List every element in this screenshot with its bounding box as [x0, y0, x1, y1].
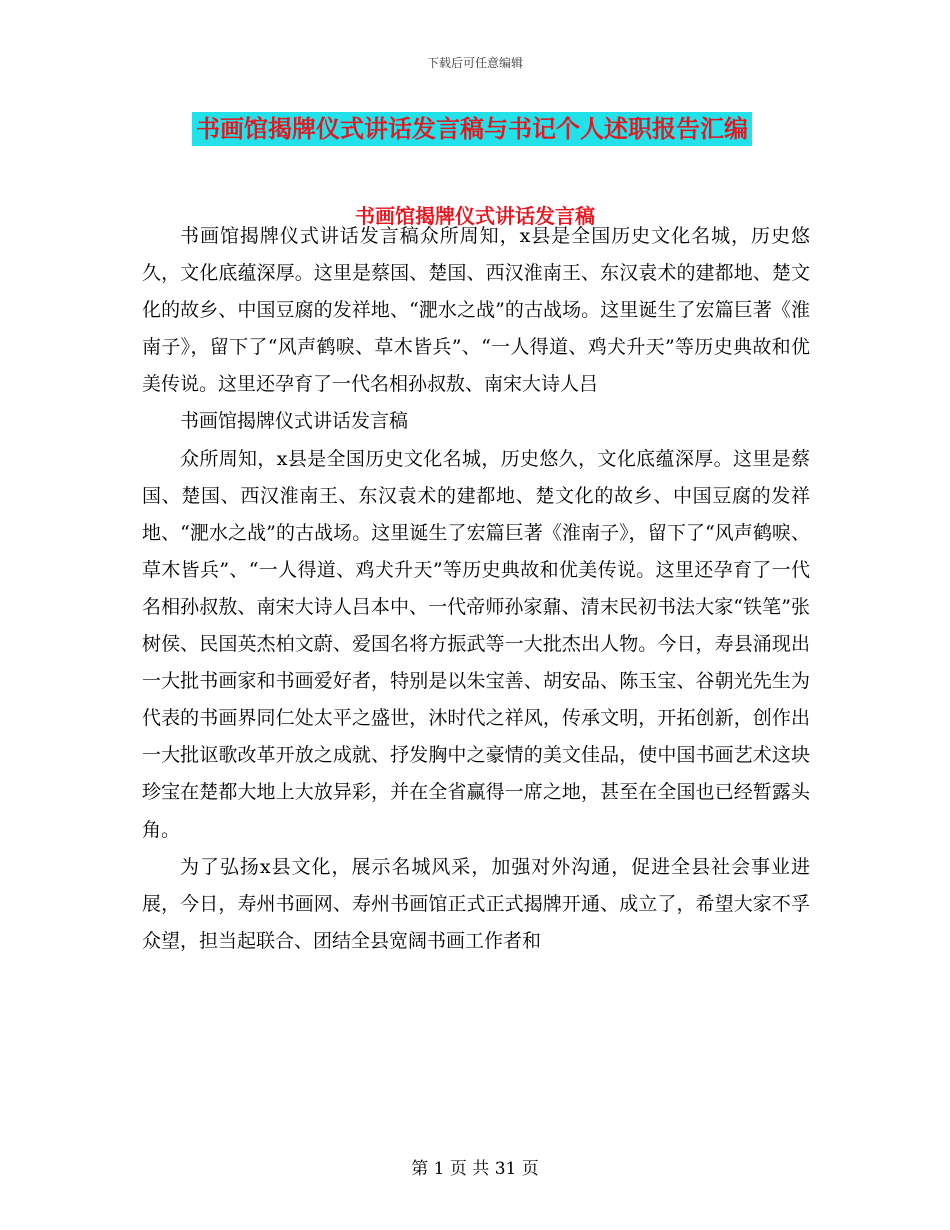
- paragraph: 众所周知，x县是全国历史文化名城，历史悠久，文化底蕴深厚。这里是蔡国、楚国、西汉淮南王、东汉袁术的建都地、楚文化的故乡、中国豆腐的发祥地、“淝水之战”的古战场。这里诞生了宏篇巨著《淮南子》，留下了“风声鹤唳、草木皆兵”、“一人得道、鸡犬升天”等历史典故和优美传说。这里还孕育了一代名相孙叔敖、南宋大诗人吕本中、一代帝师孙家鼐、清末民初书法大家“铁笔”张树侯、民国英杰柏文蔚、爱国名将方振武等一大批杰出人物。今日，寿县涌现出一大批书画家和书画爱好者，特别是以朱宝善、胡安品、陈玉宝、谷朝光先生为代表的书画界同仁处太平之盛世，沐时代之祥风，传承文明，开拓创新，创作出一大批讴歌改革开放之成就、抒发胸中之豪情的美文佳品，使中国书画艺术这块珍宝在楚都大地上大放异彩，并在全省赢得一席之地，甚至在全国也已经暂露头角。: [142, 447, 810, 841]
- document-main-title: 书画馆揭牌仪式讲话发言稿与书记个人述职报告汇编: [192, 112, 752, 146]
- header-note: 下载后可任意编辑: [426, 56, 523, 70]
- paragraph: 为了弘扬x县文化，展示名城风采，加强对外沟通，促进全县社会事业进展，今日，寿州书画网、寿州书画馆正式正式揭牌开通、成立了，希望大家不孚众望，担当起联合、团结全县宽阔书画工作者和: [142, 855, 810, 952]
- document-body: [142, 218, 810, 960]
- paragraph: 书画馆揭牌仪式讲话发言稿众所周知，x县是全国历史文化名城，历史悠久，文化底蕴深厚。这里是蔡国、楚国、西汉淮南王、东汉袁术的建都地、楚文化的故乡、中国豆腐的发祥地、“淝水之战”的古战场。这里诞生了宏篇巨著《淮南子》，留下了“风声鹤唳、草木皆兵”、“一人得道、鸡犬升天”等历史典故和优美传说。这里还孕育了一代名相孙叔敖、南宋大诗人吕: [142, 225, 810, 396]
- paragraph: 书画馆揭牌仪式讲话发言稿: [180, 410, 409, 433]
- section-title: 书画馆揭牌仪式讲话发言稿: [355, 204, 595, 228]
- page-footer: 第 1 页 共 31 页: [411, 1159, 539, 1179]
